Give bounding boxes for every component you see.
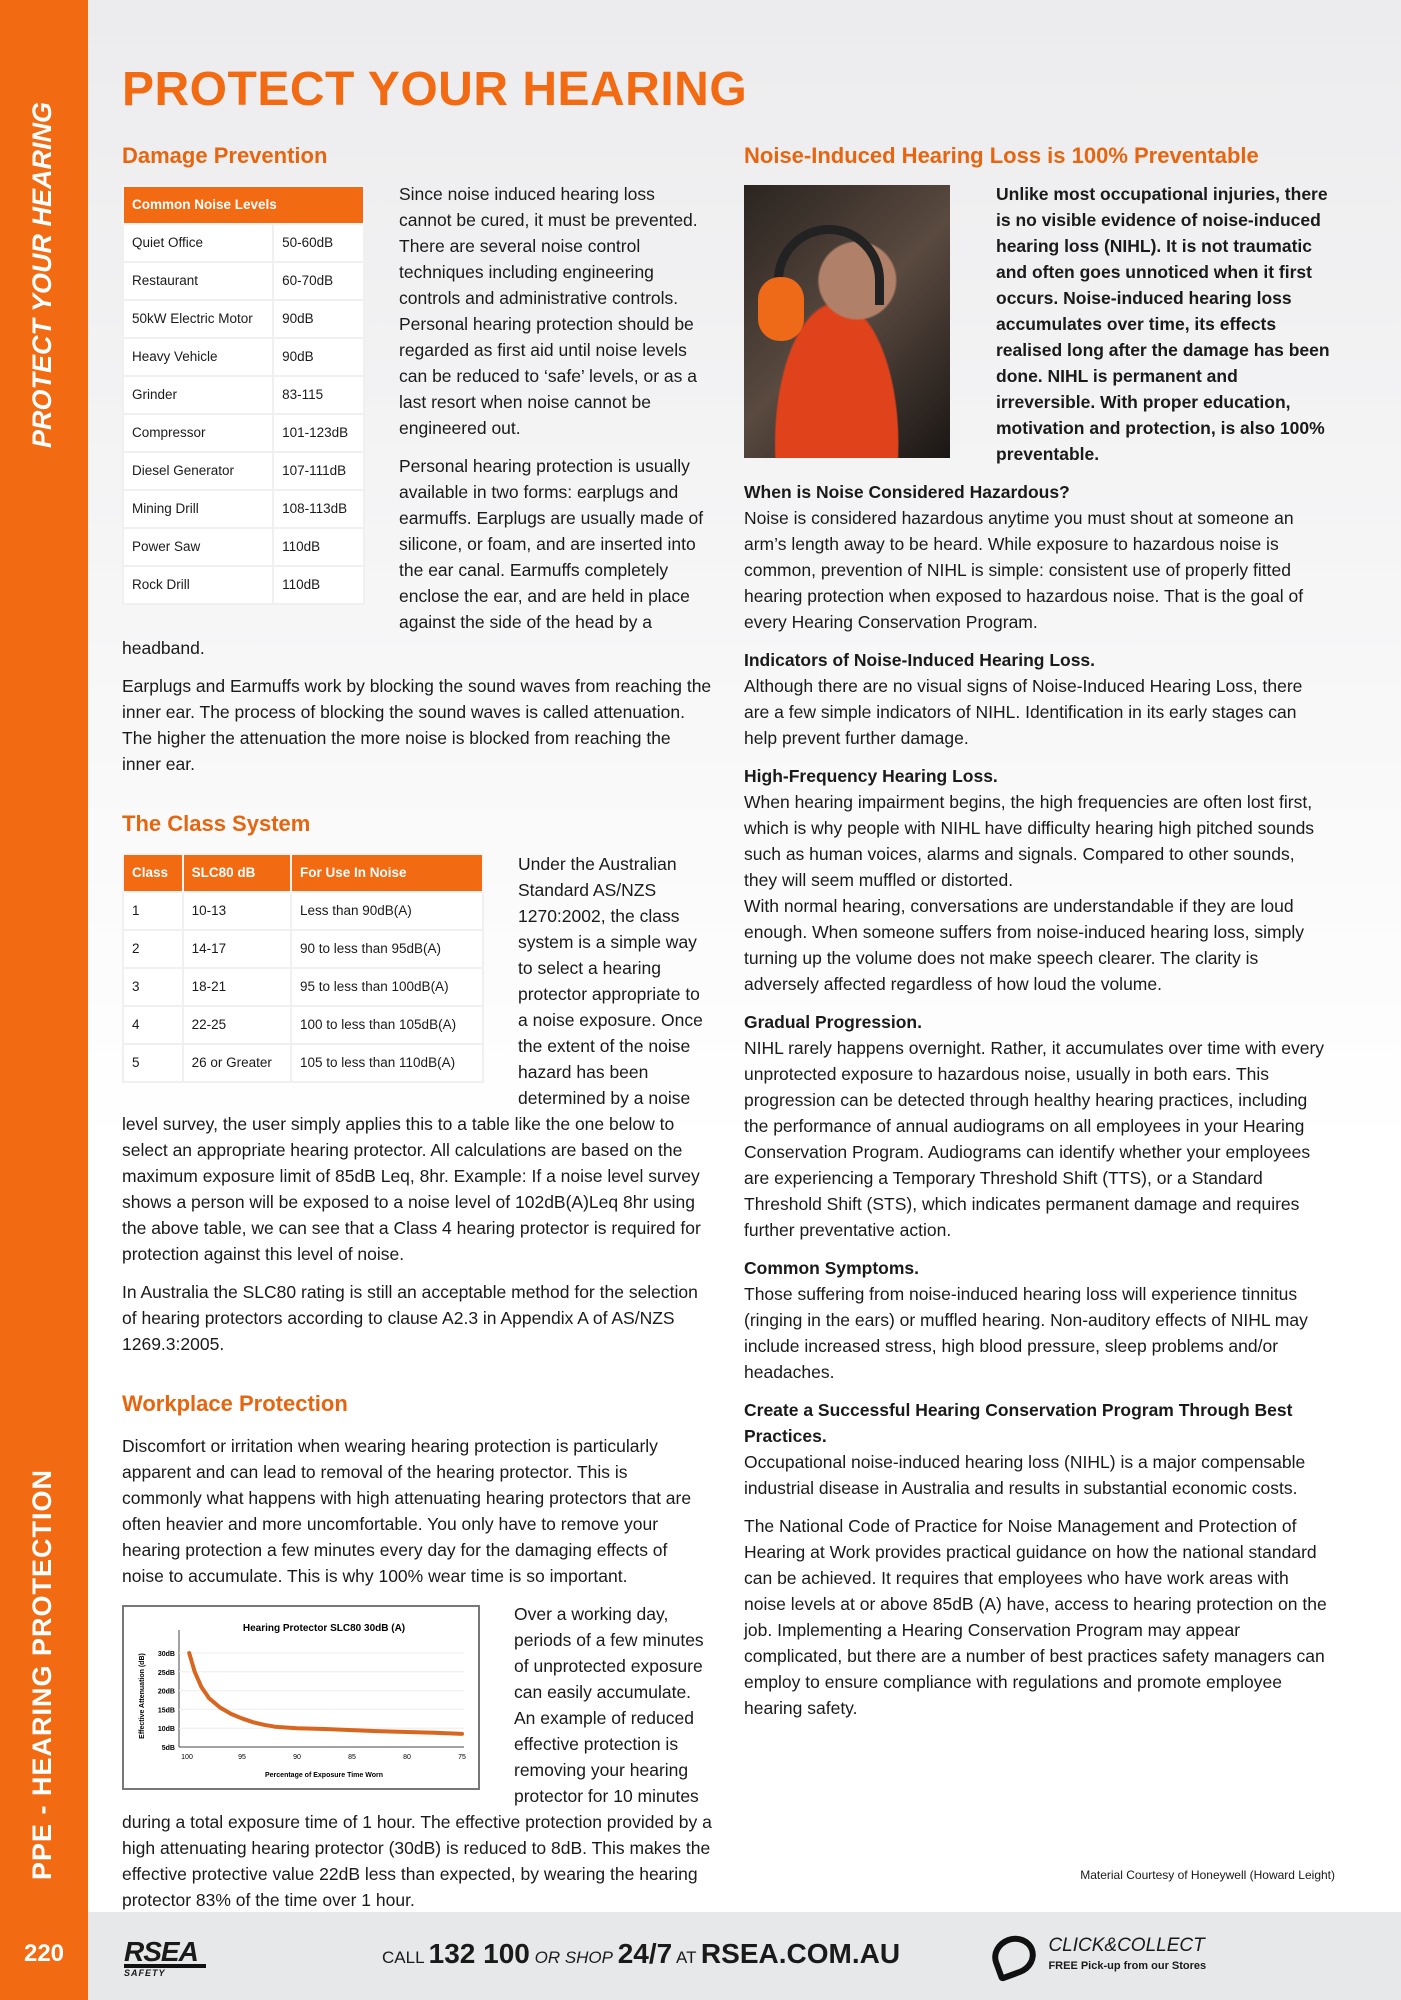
right-column (744, 143, 1330, 1733)
footer (88, 1912, 1401, 2000)
table-cell: 50-60dB (273, 224, 364, 262)
phone-number[interactable]: 132 100 (428, 1938, 530, 1969)
class-system-heading: The Class System (122, 811, 311, 836)
table-cell: Quiet Office (123, 224, 273, 262)
table-row (123, 968, 483, 1006)
table-cell: Heavy Vehicle (123, 338, 273, 376)
table-row (123, 566, 364, 604)
x-tick-label: 95 (238, 1754, 246, 1761)
table-cell: 3 (123, 968, 183, 1006)
table-cell: 14-17 (183, 930, 291, 968)
table-row (123, 528, 364, 566)
nihl-section (744, 479, 1330, 635)
table-cell: 110dB (273, 528, 364, 566)
table-row (123, 376, 364, 414)
section-heading: High-Frequency Hearing Loss. (744, 766, 998, 786)
table-cell: 101-123dB (273, 414, 364, 452)
section-heading: Common Symptoms. (744, 1258, 920, 1278)
series-line (189, 1653, 462, 1734)
x-tick-label: 75 (458, 1754, 466, 1761)
workplace-paragraph: Over a working day, periods of a few minutes of unprotected exposure can easily accumulate. An example of reduced effective protection is removing your hearing protector for 10 minutes during a total exposure time of 1 hour. The effective protection provided by a high attenuating hearing protector (30dB) is reduced to 8dB. This makes the effective protective value 22dB less than expected, by wearing the hearing protector 83% of the time over 1 hour. (122, 1604, 712, 1910)
x-tick-label: 85 (348, 1754, 356, 1761)
section-text: Noise is considered hazardous anytime you must shout at someone an arm’s length away to be heard. While exposure to hazardous noise is common, prevention of NIHL is simple: consistent use of properly fitted hearing protection when exposed to hazardous noise. That is the goal of every Hearing Conservation Program. (744, 508, 1304, 632)
table-cell: 90dB (273, 338, 364, 376)
rsea-logo[interactable] (124, 1936, 206, 1978)
cta-or-shop: OR SHOP (534, 1948, 613, 1967)
sidebar (0, 0, 88, 2000)
class-system-table (122, 853, 484, 1083)
click-collect-subtitle: FREE Pick-up from our Stores (1048, 1960, 1207, 1972)
section-heading: Gradual Progression. (744, 1012, 922, 1032)
section-heading: Create a Successful Hearing Conservation Program Through Best Practices. (744, 1400, 1293, 1446)
page-number: 220 (23, 1940, 65, 1967)
section-text: With normal hearing, conversations are understandable if they are loud enough. When someone suffers from noise-induced hearing loss, simply turning up the volume does not make speech clearer. The clarity is adversely affected regardless of how loud the volume. (744, 896, 1304, 994)
table-cell: Compressor (123, 414, 273, 452)
table-cell: 5 (123, 1044, 183, 1082)
table-cell: 83-115 (273, 376, 364, 414)
y-tick-label: 15dB (157, 1707, 175, 1715)
x-tick-label: 80 (403, 1754, 411, 1761)
cta-call: CALL (382, 1948, 424, 1967)
table-header: Class (123, 854, 183, 892)
workplace-paragraph: Discomfort or irritation when wearing hearing protection is particularly apparent and can lead to removal of the hearing protector. This is commonly what happens with high attenuating hearing protectors that are often heavier and more uncomfortable. You only have to remove your hearing protection a few minutes every day for the damaging effects of noise to accumulate. This is why 100% wear time is so important. (122, 1436, 692, 1586)
table-cell: 22-25 (183, 1006, 291, 1044)
y-axis-label: Effective Attenuation (dB) (139, 1653, 146, 1739)
common-noise-levels-table (122, 185, 365, 605)
left-column (122, 143, 712, 1925)
table-cell: Rock Drill (123, 566, 273, 604)
table-row (123, 1006, 483, 1044)
y-tick-label: 25dB (157, 1669, 175, 1677)
section-text: Occupational noise-induced hearing loss (NIHL) is a major compensable industrial disease in Australia and results in substantial economic costs. (744, 1452, 1306, 1498)
y-tick-label: 10dB (157, 1726, 175, 1734)
section-text: NIHL rarely happens overnight. Rather, it accumulates over time with every unprotected exposure to hazardous noise, usually in both ears. This progression can be detected through healthy hearing practices, including the performance of annual audiograms on all employees in your Hearing Conservation Program. Audiograms can identify whether your employees are experiencing a Temporary Threshold Shift (TTS), or a Standard Threshold Shift (STS), which indicates permanent damage and requires further preventative action. (744, 1038, 1325, 1240)
section-heading: Indicators of Noise-Induced Hearing Loss. (744, 650, 1096, 670)
table-row (123, 262, 364, 300)
table-row (123, 300, 364, 338)
worker-earmuffs-photo (744, 185, 950, 458)
table-cell: 95 to less than 100dB(A) (291, 968, 483, 1006)
table-cell: 107-111dB (273, 452, 364, 490)
table-row (123, 414, 364, 452)
x-axis-label: Percentage of Exposure Time Worn (265, 1772, 383, 1779)
x-tick-label: 100 (181, 1754, 193, 1761)
chart-title: Hearing Protector SLC80 30dB (A) (242, 1623, 406, 1634)
table-cell: 4 (123, 1006, 183, 1044)
nihl-section (744, 1255, 1330, 1385)
table-cell: 10-13 (183, 892, 291, 930)
logo-subtext: SAFETY (124, 1964, 206, 1978)
table-cell: 60-70dB (273, 262, 364, 300)
damage-paragraph: Since noise induced hearing loss cannot be cured, it must be prevented. There are several noise control techniques including engineering controls and administrative controls. Personal hearing protection should be regarded as first aid until noise levels can be reduced to ‘safe’ levels, or as a last resort when noise cannot be engineered out. (399, 184, 698, 438)
nihl-section (744, 1009, 1330, 1243)
section-text: Although there are no visual signs of Noise-Induced Hearing Loss, there are a few simple indicators of NIHL. Identification in its early stages can help prevent further damage. (744, 676, 1303, 748)
table-cell: Diesel Generator (123, 452, 273, 490)
section-heading: When is Noise Considered Hazardous? (744, 482, 1070, 502)
y-tick-label: 20dB (157, 1688, 175, 1696)
damage-paragraph: Personal hearing protection is usually available in two forms: earplugs and earmuffs. Earplugs are usually made of silicone, or foam, and are inserted into the ear canal. Earmuffs completely enclose the ear, and are held in place against the side of the head by a headband. (122, 456, 704, 658)
nihl-section (744, 1397, 1330, 1501)
table-row (123, 930, 483, 968)
table-cell: 108-113dB (273, 490, 364, 528)
website-link[interactable]: RSEA.COM.AU (700, 1938, 901, 1969)
table-row (123, 1044, 483, 1082)
section-text: When hearing impairment begins, the high frequencies are often lost first, which is why people with NIHL have difficulty hearing high pitched sounds such as human voices, alarms and signals. Compared to other sounds, they will seem muffled or distorted. (744, 792, 1315, 890)
class-paragraph: Under the Australian Standard AS/NZS 1270:2002, the class system is a simple way to select a hearing protector appropriate to a noise exposure. Once the extent of the noise hazard has been determined by a noise level survey, the user simply applies this to a table like the one below to select an appropriate hearing protector. All calculations are based on the maximum exposure limit of 85dB Leq, 8hr. Example: If a noise level survey shows a person will be exposed to a noise level of 102dB(A)Leq 8hr using the above table, we can see that a Class 4 hearing protector is required for protection against this level of noise. (122, 854, 703, 1264)
table-header: For Use In Noise (291, 854, 483, 892)
table-cell: Grinder (123, 376, 273, 414)
table-cell: 18-21 (183, 968, 291, 1006)
table-cell: Mining Drill (123, 490, 273, 528)
table-row (123, 224, 364, 262)
call-to-action (382, 1938, 900, 1970)
table-cell: 50kW Electric Motor (123, 300, 273, 338)
table-row (123, 490, 364, 528)
table-cell: 26 or Greater (183, 1044, 291, 1082)
cta-at: AT (676, 1948, 697, 1967)
table-cell: 90dB (273, 300, 364, 338)
table-row (123, 338, 364, 376)
nihl-section (744, 647, 1330, 751)
chart-svg (124, 1607, 478, 1788)
table-cell: 90 to less than 95dB(A) (291, 930, 483, 968)
nihl-intro: Unlike most occupational injuries, there is no visible evidence of noise-induced hearing loss (NIHL). It is not traumatic and often goes unnoticed when it first occurs. Noise-induced hearing loss accumulates over time, its effects realised long after the damage has been done. NIHL is permanent and irreversible. With proper education, motivation and protection, is also 100% preventable. (996, 184, 1330, 464)
nihl-heading: Noise-Induced Hearing Loss is 100% Preventable (744, 143, 1259, 168)
damage-paragraph: Earplugs and Earmuffs work by blocking the sound waves from reaching the inner ear. The process of blocking the sound waves is called attenuation. The higher the attenuation the more noise is blocked from reaching the inner ear. (122, 676, 712, 774)
table-header: Common Noise Levels (123, 186, 364, 224)
click-collect-icon (986, 1930, 1041, 1983)
table-cell: 2 (123, 930, 183, 968)
cta-hours: 24/7 (617, 1938, 673, 1969)
sidebar-category-label: PPE - HEARING PROTECTION (27, 1468, 57, 1880)
y-tick-label: 30dB (157, 1651, 175, 1658)
table-header: SLC80 dB (183, 854, 291, 892)
page-title: PROTECT YOUR HEARING (122, 63, 748, 116)
attenuation-chart (122, 1605, 480, 1790)
table-row (123, 892, 483, 930)
table-cell: Restaurant (123, 262, 273, 300)
section-text: Those suffering from noise-induced hearing loss will experience tinnitus (ringing in the ears) or muffled hearing. Non-auditory effects of NIHL may include increased stress, high blood pressure, sleep problems and/or headaches. (744, 1284, 1308, 1382)
table-row (123, 452, 364, 490)
click-collect-title: CLICK&COLLECT (1048, 1935, 1205, 1956)
table-cell: 105 to less than 110dB(A) (291, 1044, 483, 1082)
table-cell: Less than 90dB(A) (291, 892, 483, 930)
table-cell: 1 (123, 892, 183, 930)
table-cell: Power Saw (123, 528, 273, 566)
workplace-protection-heading: Workplace Protection (122, 1391, 348, 1416)
sidebar-section-label: PROTECT YOUR HEARING (27, 101, 57, 448)
x-tick-label: 90 (293, 1754, 301, 1761)
logo-text: RSEA (124, 1936, 198, 1967)
click-collect (992, 1936, 1206, 1976)
class-paragraph: In Australia the SLC80 rating is still an acceptable method for the selection of hearing protectors according to clause A2.3 in Appendix A of AS/NZS 1269.3:2005. (122, 1282, 698, 1354)
damage-prevention-heading: Damage Prevention (122, 143, 328, 168)
y-tick-label: 5dB (161, 1745, 175, 1752)
credit-note: Material Courtesy of Honeywell (Howard Leight) (1080, 1868, 1335, 1882)
closing-paragraph: The National Code of Practice for Noise Management and Protection of Hearing at Work provides practical guidance on how the national standard can be achieved. It requires that employees who have work areas with noise levels at or above 85dB (A) have, access to hearing protection on the job. Implementing a Hearing Conservation Program may appear complicated, but there are a number of best practices safety managers can employ to ensure compliance with regulations and promote employee hearing safety. (744, 1516, 1327, 1718)
nihl-section (744, 763, 1330, 997)
table-cell: 100 to less than 105dB(A) (291, 1006, 483, 1044)
table-cell: 110dB (273, 566, 364, 604)
